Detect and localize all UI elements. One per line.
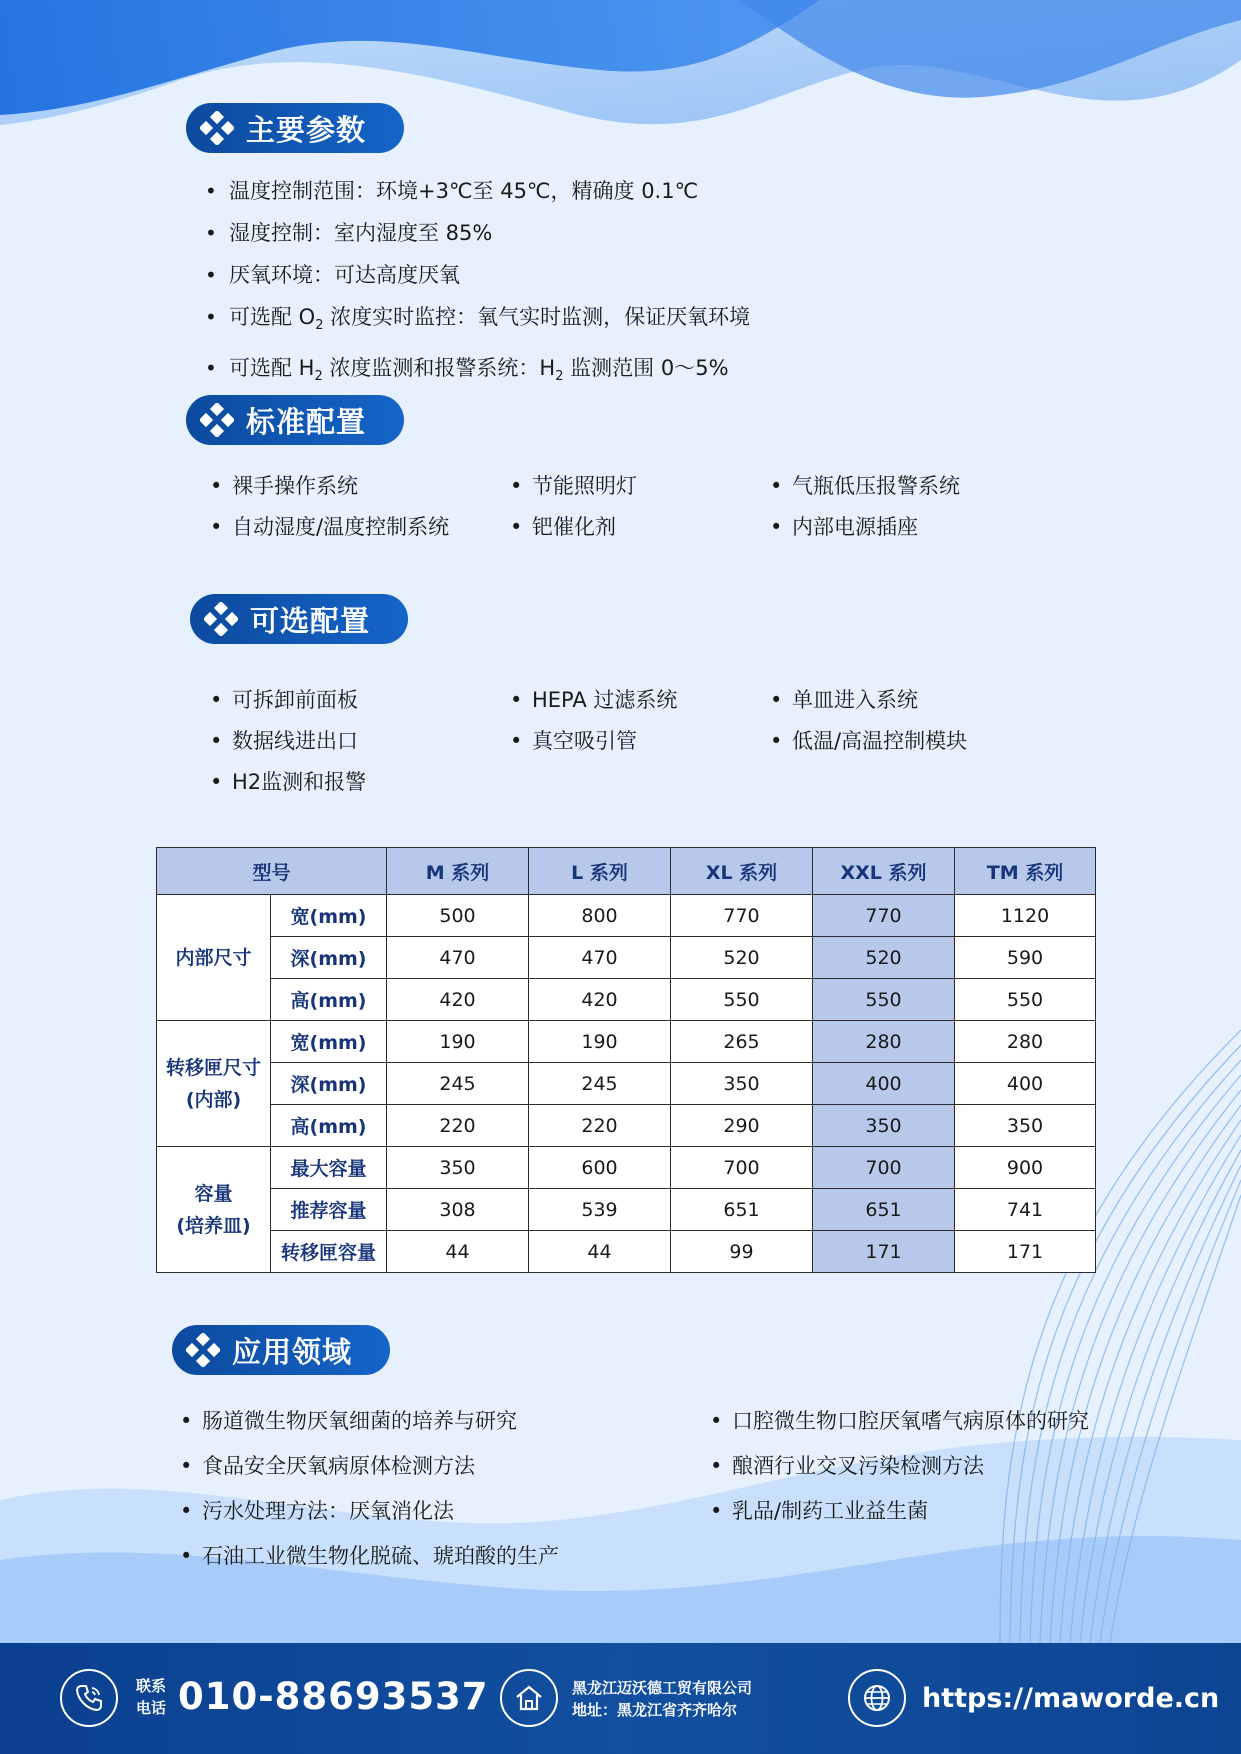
company-name: 黑龙江迈沃德工贸有限公司: [572, 1679, 753, 1697]
row-label: 深(mm): [271, 1063, 387, 1105]
table-cell: 190: [529, 1021, 671, 1063]
row-label: 推荐容量: [271, 1189, 387, 1231]
section-title-text: 应用领域: [232, 1334, 353, 1369]
diamond-cluster-icon: [204, 602, 238, 636]
table-row: [157, 937, 1096, 979]
list-item: • 口腔微生物口腔厌氧嗜气病原体的研究: [710, 1399, 1130, 1444]
standard-config-grid: [210, 466, 1030, 548]
table-cell: 171: [813, 1231, 955, 1273]
section-title-text: 主要参数: [246, 112, 367, 147]
list-item: • H2监测和报警: [210, 762, 510, 803]
optional-config-grid: [210, 680, 1030, 803]
contact-label: 联系 电话: [136, 1677, 167, 1717]
header-model: 型号: [157, 848, 387, 895]
phone-icon: [60, 1669, 118, 1727]
row-label: 宽(mm): [271, 1021, 387, 1063]
list-item: • 石油工业微生物化脱硫、琥珀酸的生产: [180, 1534, 710, 1579]
table-cell: 550: [955, 979, 1096, 1021]
table-cell: 280: [813, 1021, 955, 1063]
header-col: XL 系列: [671, 848, 813, 895]
table-cell: 800: [529, 895, 671, 937]
table-cell: 470: [529, 937, 671, 979]
group-label: 容量 (培养皿): [157, 1147, 271, 1273]
row-label: 宽(mm): [271, 895, 387, 937]
globe-icon: [848, 1669, 906, 1727]
table-cell: 600: [529, 1147, 671, 1189]
list-item: • 乳品/制药工业益生菌: [710, 1489, 1130, 1534]
section-title-text: 可选配置: [250, 603, 371, 638]
table-row: [157, 1021, 1096, 1063]
spec-table: [156, 847, 1096, 1273]
list-item: • 肠道微生物厌氧细菌的培养与研究: [180, 1399, 710, 1444]
table-cell: 1120: [955, 895, 1096, 937]
table-row: [157, 1147, 1096, 1189]
table-cell: 245: [529, 1063, 671, 1105]
home-icon: [500, 1669, 558, 1727]
list-item: • 节能照明灯: [510, 466, 770, 507]
table-cell: 700: [813, 1147, 955, 1189]
table-cell: 550: [671, 979, 813, 1021]
table-cell: 350: [955, 1105, 1096, 1147]
section-title-main-params: [186, 103, 404, 153]
table-cell: 520: [671, 937, 813, 979]
table-cell: 308: [387, 1189, 529, 1231]
table-cell: 651: [813, 1189, 955, 1231]
header-col: XXL 系列: [813, 848, 955, 895]
table-cell: 420: [387, 979, 529, 1021]
diamond-cluster-icon: [200, 403, 234, 437]
row-label: 高(mm): [271, 979, 387, 1021]
table-row: [157, 979, 1096, 1021]
header-col: L 系列: [529, 848, 671, 895]
table-cell: 190: [387, 1021, 529, 1063]
list-item-o2-monitor: • 可选配 $O_2$ 浓度实时监控：氧气实时监测，保证厌氧环境: [205, 296, 750, 347]
list-item: • 酿酒行业交叉污染检测方法: [710, 1444, 1130, 1489]
header-col: M 系列: [387, 848, 529, 895]
table-cell: 350: [813, 1105, 955, 1147]
table-cell: 550: [813, 979, 955, 1021]
table-cell: 290: [671, 1105, 813, 1147]
header-col: TM 系列: [955, 848, 1096, 895]
table-cell: 590: [955, 937, 1096, 979]
group-label: 内部尺寸: [157, 895, 271, 1021]
list-item: • 气瓶低压报警系统: [770, 466, 1030, 507]
diamond-cluster-icon: [200, 111, 234, 145]
list-item: • 裸手操作系统: [210, 466, 510, 507]
company-address: 地址：黑龙江省齐齐哈尔: [572, 1701, 738, 1719]
table-cell: 741: [955, 1189, 1096, 1231]
table-row: [157, 1105, 1096, 1147]
footer-bar: [0, 1643, 1241, 1754]
section-title-standard-config: [186, 395, 404, 445]
table-row: [157, 1231, 1096, 1273]
table-cell: 220: [529, 1105, 671, 1147]
list-item: • 湿度控制：室内湿度至 85%: [205, 212, 750, 254]
table-row: [157, 1063, 1096, 1105]
table-cell: 280: [955, 1021, 1096, 1063]
table-cell: 400: [813, 1063, 955, 1105]
applications-grid: [180, 1399, 1130, 1579]
table-cell: 520: [813, 937, 955, 979]
table-cell: 265: [671, 1021, 813, 1063]
main-params-list: [205, 170, 750, 398]
row-label: 最大容量: [271, 1147, 387, 1189]
table-cell: 44: [529, 1231, 671, 1273]
table-cell: 420: [529, 979, 671, 1021]
row-label: 高(mm): [271, 1105, 387, 1147]
table-cell: 500: [387, 895, 529, 937]
table-cell: 900: [955, 1147, 1096, 1189]
table-cell: 651: [671, 1189, 813, 1231]
list-item: • 内部电源插座: [770, 507, 1030, 548]
list-item: • 低温/高温控制模块: [770, 721, 1030, 762]
company-info: [572, 1677, 752, 1721]
list-item: • 真空吸引管: [510, 721, 770, 762]
list-item: • 数据线进出口: [210, 721, 510, 762]
list-item: • 食品安全厌氧病原体检测方法: [180, 1444, 710, 1489]
table-cell: 99: [671, 1231, 813, 1273]
section-title-applications: [172, 1325, 390, 1375]
list-item: • 可拆卸前面板: [210, 680, 510, 721]
diamond-cluster-icon: [186, 1333, 220, 1367]
table-cell: 770: [671, 895, 813, 937]
section-title-optional-config: [190, 594, 408, 644]
table-header-row: [157, 848, 1096, 895]
list-item-h2-monitor: • 可选配 $H_2$ 浓度监测和报警系统：$H_2$ 监测范围 0～5%: [205, 347, 750, 398]
row-label: 转移匣容量: [271, 1231, 387, 1273]
table-row: [157, 1189, 1096, 1231]
table-cell: 245: [387, 1063, 529, 1105]
table-cell: 470: [387, 937, 529, 979]
table-cell: 700: [671, 1147, 813, 1189]
table-cell: 539: [529, 1189, 671, 1231]
list-item: • 污水处理方法：厌氧消化法: [180, 1489, 710, 1534]
table-cell: 171: [955, 1231, 1096, 1273]
group-label: 转移匣尺寸 (内部): [157, 1021, 271, 1147]
list-item: • 单皿进入系统: [770, 680, 1030, 721]
table-row: [157, 895, 1096, 937]
table-cell: 350: [671, 1063, 813, 1105]
row-label: 深(mm): [271, 937, 387, 979]
list-item: • 自动湿度/温度控制系统: [210, 507, 510, 548]
list-item: • 厌氧环境：可达高度厌氧: [205, 254, 750, 296]
table-cell: 350: [387, 1147, 529, 1189]
website-link[interactable]: https://mawordе.cn: [922, 1683, 1220, 1714]
table-cell: 770: [813, 895, 955, 937]
list-item: • 温度控制范围：环境+3℃至 45℃，精确度 0.1℃: [205, 170, 750, 212]
section-title-text: 标准配置: [246, 404, 367, 439]
list-item: • 钯催化剂: [510, 507, 770, 548]
list-item: • HEPA 过滤系统: [510, 680, 770, 721]
table-cell: 220: [387, 1105, 529, 1147]
table-cell: 400: [955, 1063, 1096, 1105]
table-cell: 44: [387, 1231, 529, 1273]
phone-number[interactable]: 010-88693537: [178, 1675, 489, 1718]
